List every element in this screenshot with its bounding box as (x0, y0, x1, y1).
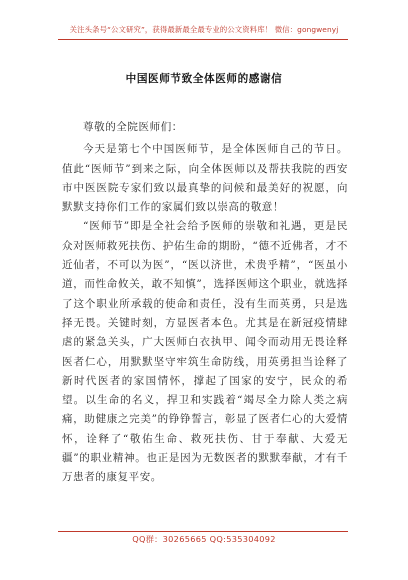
footer-contact-note: QQ群：30265665 QQ:535304092 (132, 534, 276, 544)
header-divider (58, 39, 348, 40)
document-title: 中国医师节致全体医师的感谢信 (125, 73, 283, 85)
footer-divider (58, 531, 348, 532)
salutation: 尊敬的全院医师们： (83, 121, 183, 133)
paragraph-2: “医师节”即是全社会给予医师的崇敬和礼遇，更是民众对医师救死扶伤、护佑生命的期盼，“德不近佛者，才不近仙者，不可以为医”，“医以济世，术贵乎精”，“医虽小道，而性命攸关，敢不知慎”，选择医师这个职业，就选择了这个职业所承载的使命和责任，没有生而英勇，只是选择无畏。关键时刻，方显医者本色。尤其是在新冠疫情肆虐的紧急关头，广大医师白衣执甲、闻令而动用无畏诠释医者仁心，用默默坚守牢筑生命防线，用英勇担当诠释了新时代医者的家国情怀，撑起了国家的安宁，民众的希望。以生命的名义，捍卫和实践着“竭尽全力除人类之病痛，助健康之完美”的铮铮誓言，彰显了医者仁心的大爱情怀，诠释了“敬佑生命、救死扶伤、甘于奉献、大爱无疆”的职业精神。也正是因为无数医者的默默奉献，才有千万患者的康复平安。 (62, 220, 348, 484)
document-body (62, 118, 348, 488)
paragraph-1: 今天是第七个中国医师节，是全体医师自己的节日。值此“医师节”到来之际，向全体医师以及帮扶我院的西安市中医医院专家们致以最真挚的问候和最美好的祝愿，向默默支持你们工作的家属们致以崇高的敬意！ (62, 143, 348, 214)
header-promo-note: 关注头条号“公文研究”，获得最新最全最专业的公文资料库！ 微信：gongwenyj (69, 25, 339, 34)
